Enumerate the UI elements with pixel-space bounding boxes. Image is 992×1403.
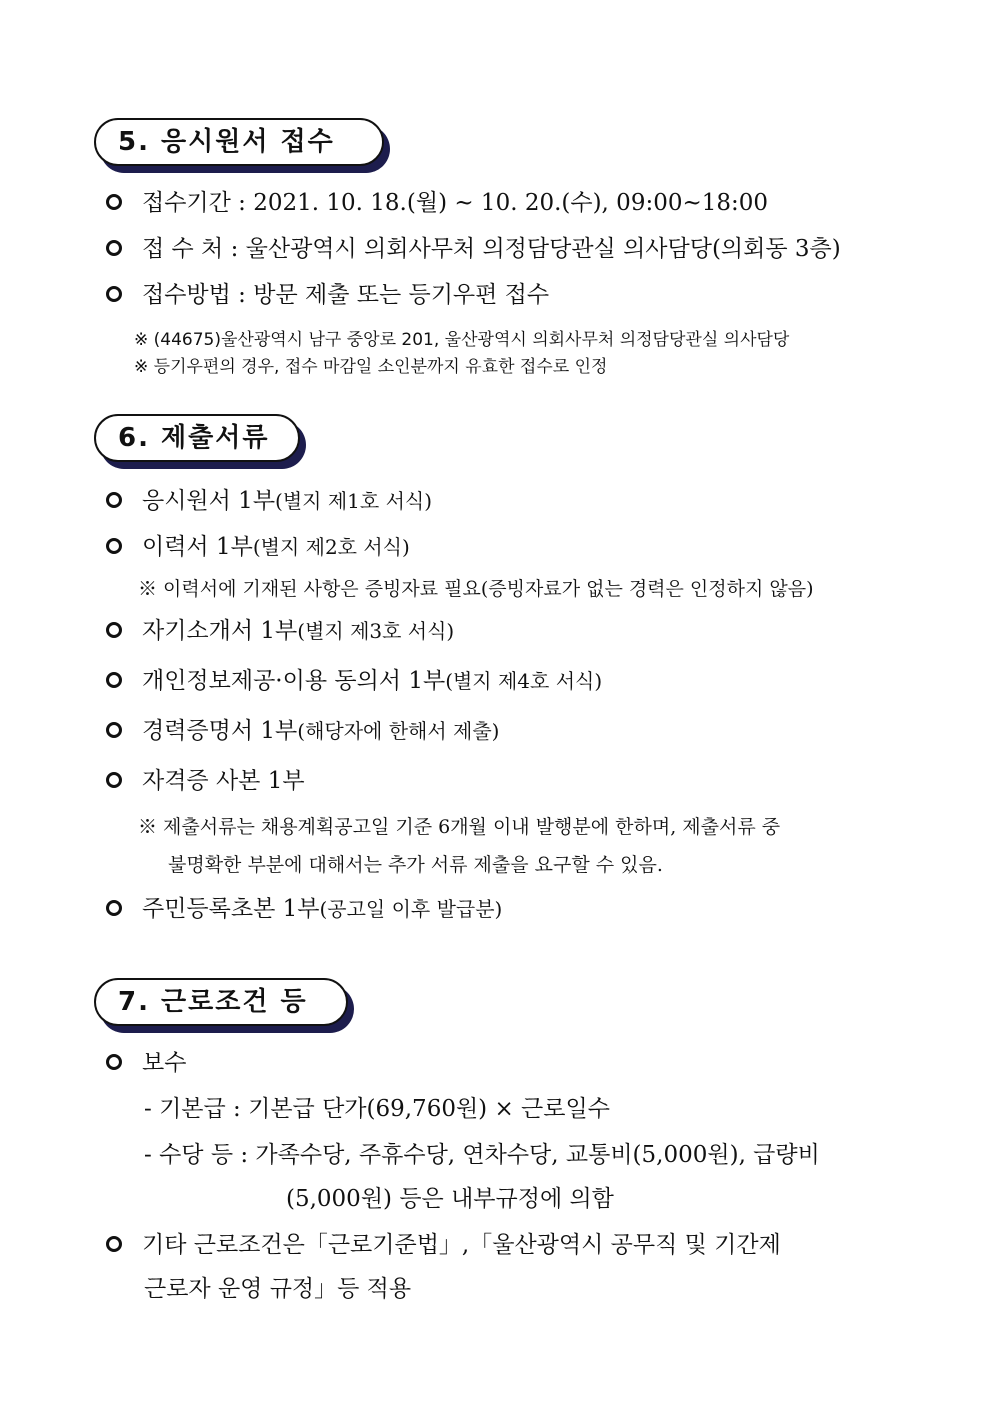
s5-method: 접수방법 : 방문 제출 또는 등기우편 접수 — [106, 276, 549, 309]
s5-place: 접 수 처 : 울산광역시 의회사무처 의정담당관실 의사담당(의회동 3층) — [106, 230, 841, 263]
s7-etc-1: 기타 근로조건은「근로기준법」,「울산광역시 공무직 및 기간제 — [106, 1226, 781, 1259]
section-5-title: 5. 응시원서 접수 — [94, 118, 384, 166]
circle-bullet-icon — [106, 722, 122, 738]
circle-bullet-icon — [106, 672, 122, 688]
s7-pay: 보수 — [106, 1044, 186, 1077]
circle-bullet-icon — [106, 1054, 122, 1070]
s6-note-resume: ※ 이력서에 기재된 사항은 증빙자료 필요(증빙자료가 없는 경력은 인정하지 않음) — [138, 578, 814, 600]
circle-bullet-icon — [106, 286, 122, 302]
s5-note-address: ※ (44675)울산광역시 남구 중앙로 201, 울산광역시 의회사무처 의정담당관실 의사담당 — [134, 330, 790, 350]
circle-bullet-icon — [106, 194, 122, 210]
s6-item-resume: 이력서 1부(별지 제2호 서식) — [106, 528, 410, 561]
circle-bullet-icon — [106, 492, 122, 508]
s6-item-license: 자격증 사본 1부 — [106, 762, 305, 795]
s7-etc-2: 근로자 운영 규정」등 적용 — [144, 1276, 412, 1302]
circle-bullet-icon — [106, 240, 122, 256]
s6-item-privacy: 개인정보제공·이용 동의서 1부(별지 제4호 서식) — [106, 662, 602, 695]
s7-allowance-2: (5,000원) 등은 내부규정에 의함 — [286, 1186, 614, 1212]
s5-period: 접수기간 : 2021. 10. 18.(월) ~ 10. 20.(수), 09:00~18:00 — [106, 184, 768, 217]
s7-base-pay: - 기본급 : 기본급 단가(69,760원) × 근로일수 — [144, 1096, 610, 1122]
s6-item-career: 경력증명서 1부(해당자에 한해서 제출) — [106, 712, 499, 745]
circle-bullet-icon — [106, 772, 122, 788]
s6-item-intro: 자기소개서 1부(별지 제3호 서식) — [106, 612, 454, 645]
circle-bullet-icon — [106, 622, 122, 638]
section-5-header — [94, 118, 384, 166]
s6-item-application: 응시원서 1부(별지 제1호 서식) — [106, 482, 432, 515]
circle-bullet-icon — [106, 900, 122, 916]
circle-bullet-icon — [106, 1236, 122, 1252]
circle-bullet-icon — [106, 538, 122, 554]
section-6-title: 6. 제출서류 — [94, 414, 300, 462]
s6-note-docs-1: ※ 제출서류는 채용계획공고일 기준 6개월 이내 발행분에 한하며, 제출서류 중 — [138, 816, 781, 838]
s7-allowance-1: - 수당 등 : 가족수당, 주휴수당, 연차수당, 교통비(5,000원), 급량비 — [144, 1142, 820, 1168]
section-7-title: 7. 근로조건 등 — [94, 978, 348, 1026]
s5-note-mail: ※ 등기우편의 경우, 접수 마감일 소인분까지 유효한 접수로 인정 — [134, 357, 608, 377]
s6-note-docs-2: 불명확한 부분에 대해서는 추가 서류 제출을 요구할 수 있음. — [168, 854, 663, 876]
section-7-header — [94, 978, 348, 1026]
section-6-header — [94, 414, 300, 462]
s6-item-resident: 주민등록초본 1부(공고일 이후 발급분) — [106, 890, 502, 923]
